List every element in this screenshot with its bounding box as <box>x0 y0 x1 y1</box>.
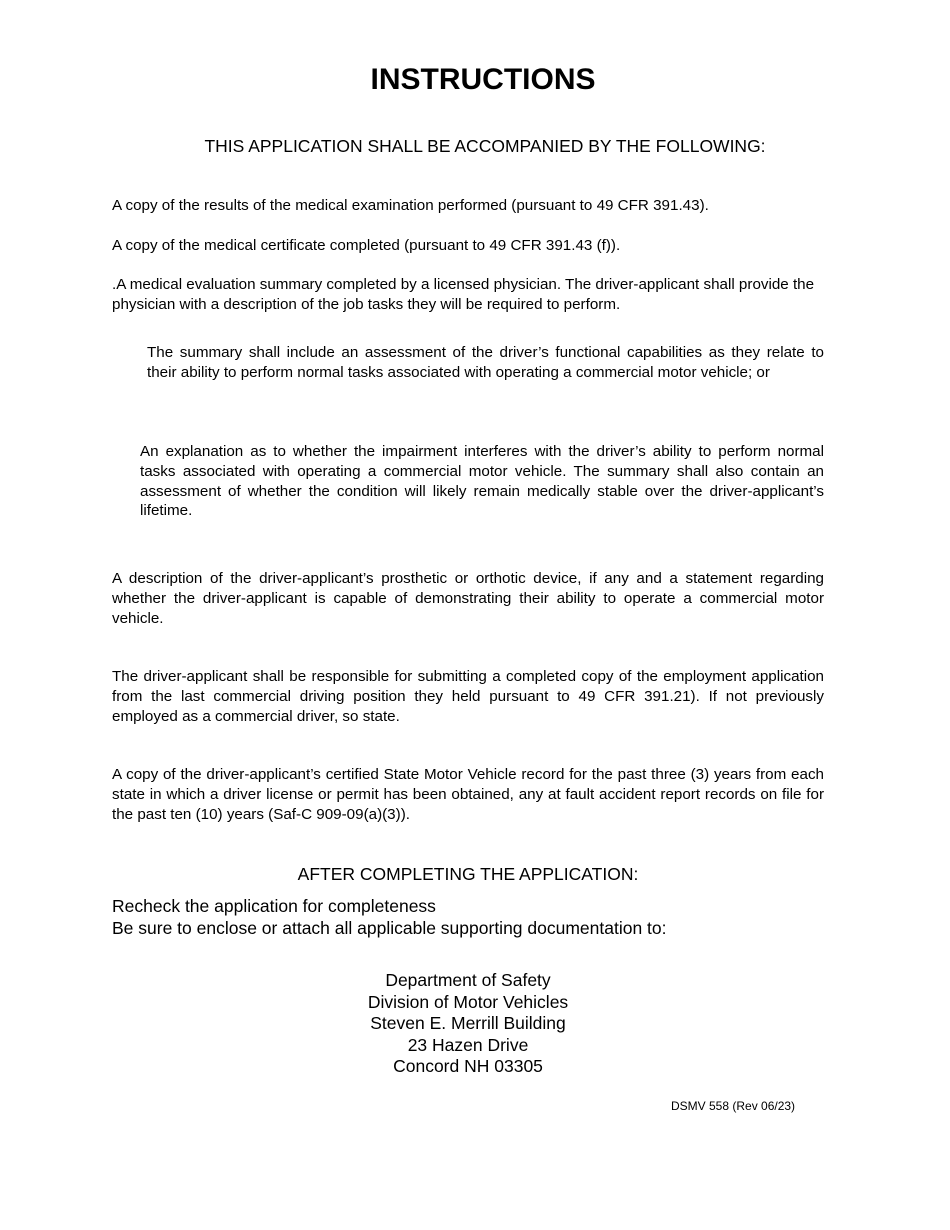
requirement-summary-assessment: The summary shall include an assessment of the driver’s functional capabilities as they relate to their ability to perform normal tasks associated with operating a commercial motor vehicle; or <box>147 344 824 381</box>
address-line-street: 23 Hazen Drive <box>407 1034 529 1055</box>
after-completing-heading: AFTER COMPLETING THE APPLICATION: <box>297 864 639 884</box>
accompaniment-heading: THIS APPLICATION SHALL BE ACCOMPANIED BY THE FOLLOWING: <box>204 136 766 156</box>
requirement-medical-exam: A copy of the results of the medical examination performed (pursuant to 49 CFR 391.43). <box>112 197 709 214</box>
mailing-address <box>0 970 936 1078</box>
requirement-impairment-explanation: An explanation as to whether the impairment interferes with the driver’s ability to perform normal tasks associated with operating a commercial motor vehicle. The summary shall also contain an assessment of whether the condition will likely remain medically stable over the driver-applicant’s lifetime. <box>140 443 824 520</box>
form-revision-id: DSMV 558 (Rev 06/23) <box>671 1099 796 1113</box>
requirement-employment-application: The driver-applicant shall be responsible for submitting a completed copy of the employment application from the last commercial driving position they held pursuant to 49 CFR 391.21). If not previously employed as a commercial driver, so state. <box>112 668 824 725</box>
instruction-recheck: Recheck the application for completeness <box>112 896 436 916</box>
address-line-city: Concord NH 03305 <box>393 1056 543 1077</box>
instruction-enclose: Be sure to enclose or attach all applicable supporting documentation to: <box>112 918 667 938</box>
address-line-department: Department of Safety <box>385 970 551 990</box>
page-title: INSTRUCTIONS <box>370 63 596 96</box>
address-line-building: Steven E. Merrill Building <box>370 1013 566 1034</box>
requirement-medical-certificate: A copy of the medical certificate completed (pursuant to 49 CFR 391.43 (f)). <box>112 237 621 254</box>
requirement-motor-vehicle-record: A copy of the driver-applicant’s certified State Motor Vehicle record for the past three (3) years from each state in which a driver license or permit has been obtained, any at fault accident report records on file for the past ten (10) years (Saf-C 909-09(a)(3)). <box>112 766 824 823</box>
requirement-evaluation-summary: .A medical evaluation summary completed by a licensed physician. The driver-applicant shall provide the physician with a description of the job tasks they will be required to perform. <box>112 276 815 313</box>
address-line-division: Division of Motor Vehicles <box>367 991 569 1012</box>
requirement-prosthetic-description: A description of the driver-applicant’s prosthetic or orthotic device, if any and a statement regarding whether the driver-applicant is capable of demonstrating their ability to operate a commercial motor vehicle. <box>112 570 824 627</box>
